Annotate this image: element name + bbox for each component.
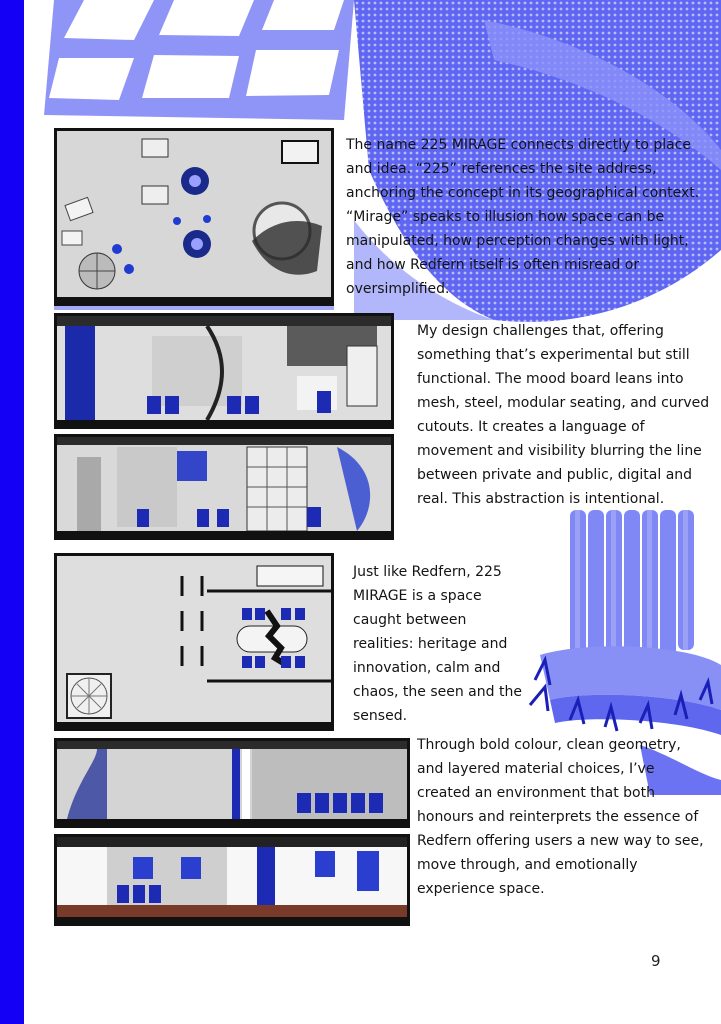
section-drawing-1 — [54, 313, 394, 423]
section-drawing-2 — [54, 434, 394, 534]
section-drawing-4 — [54, 834, 410, 920]
accent-bar — [0, 0, 24, 1024]
page-number: 9 — [651, 952, 661, 970]
floor-plan-drawing-2 — [54, 553, 334, 725]
paragraph-intro: The name 225 MIRAGE connects directly to place and idea. “225” references the site address, anchoring the concept in its geographical context. “Mirage” speaks to illusion how space can be manipulated, how perception changes with light, and how Redfern itself is often misread or oversimplified. — [346, 137, 700, 297]
section-drawing-3 — [54, 738, 410, 822]
floor-plan-drawing — [54, 128, 334, 300]
paragraph-realities: Just like Redfern, 225 MIRAGE is a space caught between realities: heritage and innovation, calm and chaos, the seen and the sensed. — [353, 564, 522, 724]
paragraph-design-challenge: My design challenges that, offering something that’s experimental but still functional. The mood board leans into mesh, steel, modular seating, and curved cutouts. It creates a language of movement and visibility blurring the line between private and public, digital and real. This abstraction is intentional. — [417, 323, 710, 507]
paragraph-conclusion: Through bold colour, clean geometry, and layered material choices, I’ve created an environment that both honours and reinterprets the essence of Redfern offering users a new way to see, move through, and emotionally experience space. — [417, 737, 704, 897]
